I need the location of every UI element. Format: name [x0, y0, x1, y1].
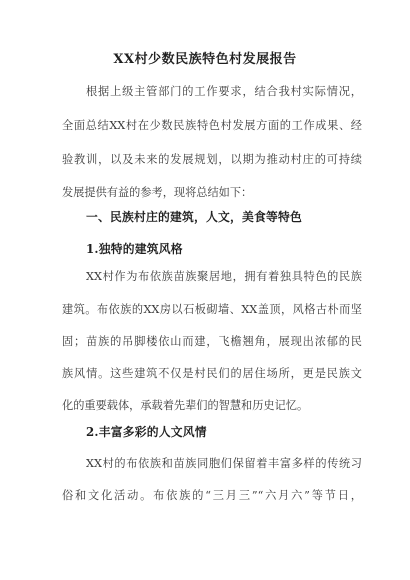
- architecture-line-3: 固；苗族的吊脚楼依山而建，飞檐翘角，展现出浓郁的民: [62, 335, 362, 348]
- architecture-line-1: XX村作为布依族苗族聚居地，拥有着独具特色的民族: [86, 270, 362, 283]
- intro-line-1: 根据上级主管部门的工作要求，结合我村实际情况，: [86, 85, 362, 98]
- culture-line-1: XX村的布依族和苗族同胞们保留着丰富多样的传统习: [86, 457, 362, 470]
- section-heading: 一、民族村庄的建筑，人文，美食等特色: [86, 210, 302, 224]
- subsection-heading-culture: 2.丰富多彩的人文风情: [86, 425, 207, 439]
- culture-line-2: 俗和文化活动。布依族的“三月三”“六月六”等节日，: [62, 489, 362, 502]
- architecture-line-4: 族风情。这些建筑不仅是村民们的居住场所，更是民族文: [62, 367, 362, 380]
- architecture-line-5: 化的重要载体，承载着先辈们的智慧和历史记忆。: [62, 399, 309, 412]
- intro-line-4: 发展提供有益的参考，现将总结如下：: [62, 186, 253, 199]
- subsection-heading-architecture: 1.独特的建筑风格: [86, 242, 183, 256]
- document-title: XX村少数民族特色村发展报告: [113, 52, 297, 67]
- architecture-line-2: 建筑。布依族的XX房以石板砌墙、XX盖顶，风格古朴而坚: [62, 303, 362, 316]
- intro-line-3: 验教训，以及未来的发展规划，以期为推动村庄的可持续: [62, 153, 362, 166]
- intro-line-2: 全面总结XX村在少数民族特色村发展方面的工作成果、经: [62, 119, 362, 132]
